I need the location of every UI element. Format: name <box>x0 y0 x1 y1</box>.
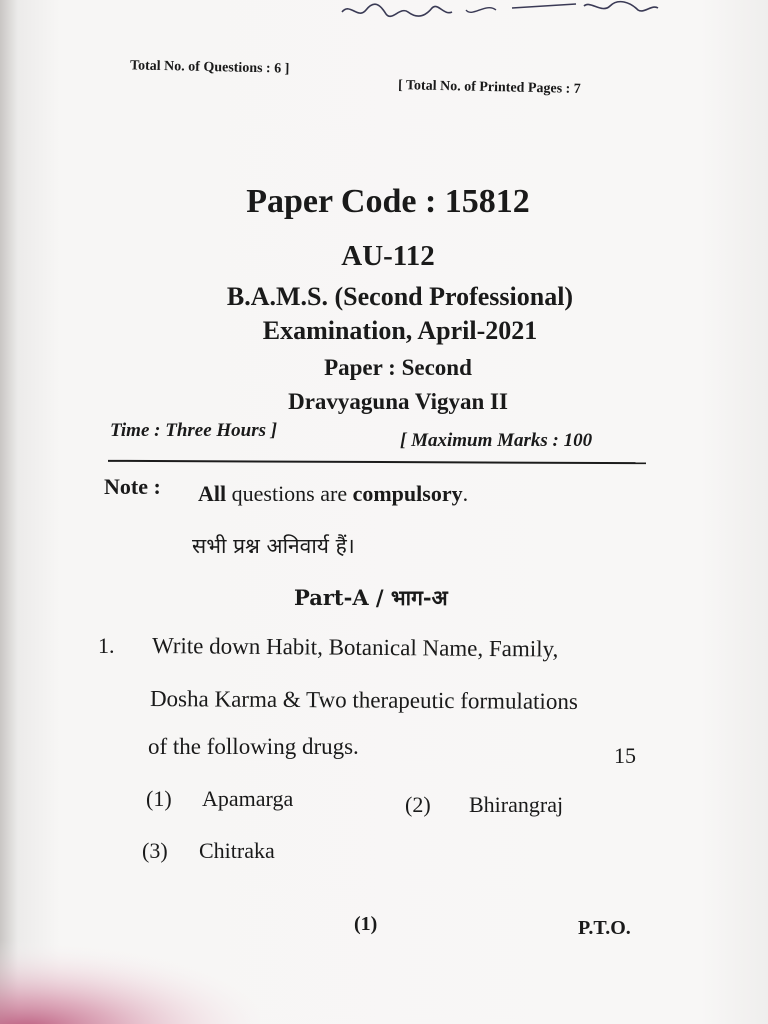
note-hindi: सभी प्रश्न अनिवार्य हैं। <box>192 534 355 558</box>
exam-name: Examination, April-2021 <box>262 316 538 345</box>
page-number: (1) <box>354 913 378 935</box>
time-limit: Time : Three Hours ] <box>110 420 278 441</box>
drug-item-label: Chitraka <box>199 838 275 863</box>
note-label: Note : <box>104 474 161 499</box>
subject-name: Dravyaguna Vigyan II <box>288 389 508 414</box>
handwritten-signature <box>340 0 660 28</box>
course-code: AU-112 <box>341 240 435 272</box>
total-pages: [ Total No. of Printed Pages : 7 <box>397 78 581 97</box>
drug-item-label: Bhirangraj <box>469 792 564 817</box>
note-text <box>198 481 468 507</box>
question-line-1: Write down Habit, Botanical Name, Family, <box>151 633 559 662</box>
corner-stain <box>0 940 260 1024</box>
question-number: 1. <box>98 633 115 658</box>
pto-label: P.T.O. <box>578 917 631 939</box>
course-name: B.A.M.S. (Second Professional) <box>226 282 574 311</box>
note-text-end: . <box>462 481 469 506</box>
drug-item-label: Apamarga <box>202 786 294 811</box>
total-questions: Total No. of Questions : 6 ] <box>129 58 290 77</box>
note-text-middle: questions are <box>226 481 353 506</box>
paper-number: Paper : Second <box>324 355 472 380</box>
part-a-title: Part-A / भाग-अ <box>294 585 448 610</box>
paper-code: Paper Code : 15812 <box>246 183 530 220</box>
question-line-3: of the following drugs. <box>148 734 359 759</box>
note-text-all: All <box>198 481 227 506</box>
maximum-marks: [ Maximum Marks : 100 <box>400 430 593 451</box>
note-text-compulsory: compulsory <box>352 481 463 506</box>
question-marks: 15 <box>614 743 636 768</box>
question-line-2: Dosha Karma & Two therapeutic formulations <box>149 686 578 714</box>
drug-item-number: (2) <box>405 792 431 817</box>
divider-rule <box>108 460 646 464</box>
drug-item-number: (3) <box>142 838 168 863</box>
drug-item-number: (1) <box>146 786 172 811</box>
